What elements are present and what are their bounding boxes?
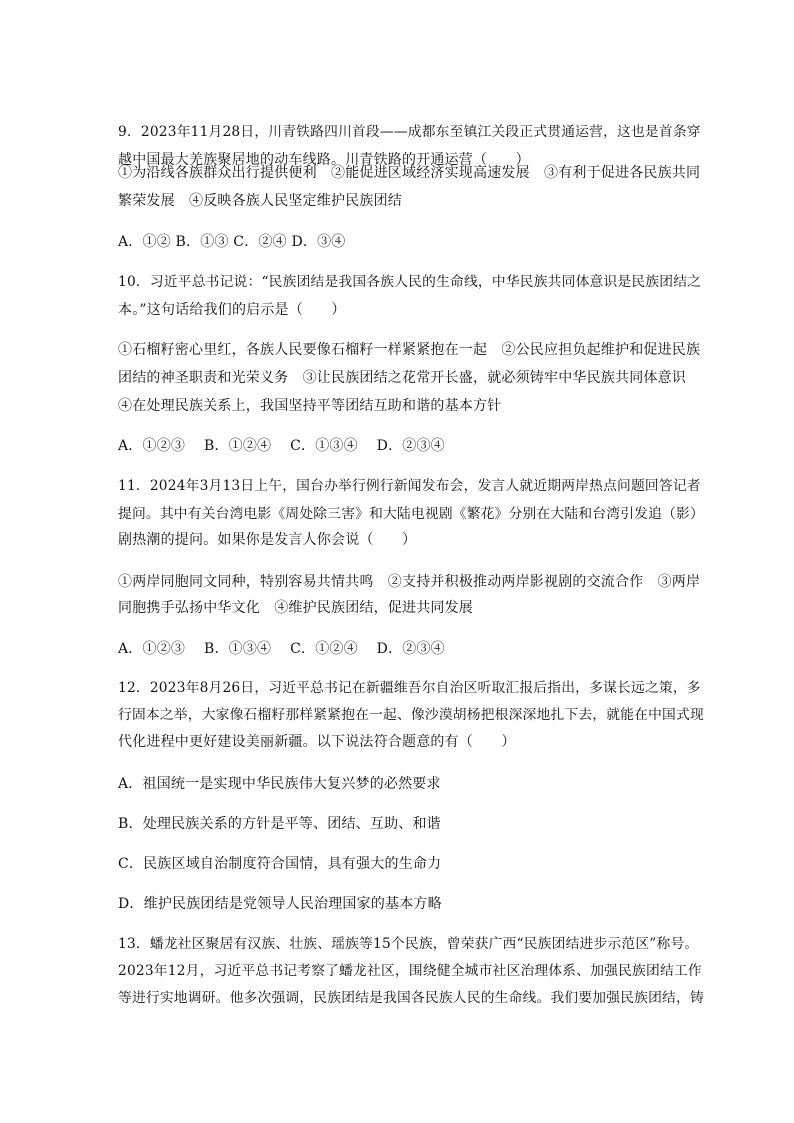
q11-statements-line-1: ①两岸同胞同文同种，特别容易共情共鸣 ②支持并积极推动两岸影视剧的交流合作 ③两岸 [118,574,701,590]
q10-statements-line-3: ④在处理民族关系上，我国坚持平等团结互助和谐的基本方针 [118,398,502,414]
q12-stem-line-1: 12．2023年8月26日，习近平总书记在新疆维吾尔自治区听取汇报后指出，多谋长远之策，多 [118,680,701,696]
q13-stem-line-3: 等进行实地调研。他多次强调，民族团结是我国各民族人民的生命线。我们要加强民族团结，铸 [118,990,704,1006]
q12-choice-d: D．维护民族团结是党领导人民治理国家的基本方略 [118,896,442,912]
q10-statements-line-2: 团结的神圣职责和光荣义务 ③让民族团结之花常开长盛，就必须铸牢中华民族共同体意识 [118,370,686,386]
q11-stem-line-2: 提问。其中有关台湾电影《周处除三害》和大陆电视剧《繁花》分别在大陆和台湾引发追（影） [118,506,704,522]
q11-stem-line-1: 11．2024年3月13日上午，国台办举行例行新闻发布会，发言人就近期两岸热点问题回答记者 [118,478,701,494]
q10-stem-line-1: 10．习近平总书记说：“民族团结是我国各族人民的生命线，中华民族共同体意识是民族团结之 [118,274,702,290]
q12-stem-line-3: 代化进程中更好建设美丽新疆。以下说法符合题意的有（ ） [118,734,516,750]
q12-choice-a: A．祖国统一是实现中华民族伟大复兴梦的必然要求 [118,776,441,792]
q9-statements-line-2: 繁荣发展 ④反映各族人民坚定维护民族团结 [118,193,402,209]
q11-options: A．①②③ B．①③④ C．①②④ D．②③④ [118,641,445,657]
q13-stem-line-2: 2023年12月，习近平总书记考察了蟠龙社区，围绕健全城市社区治理体系、加强民族团结工作 [118,963,702,979]
q9-stem-line-1: 9．2023年11月28日，川青铁路四川首段——成都东至镇江关段正式贯通运营，这也是首条穿 [118,124,701,140]
q12-stem-line-2: 行固本之举，大家像石榴籽那样紧紧抱在一起、像沙漠胡杨把根深深地扎下去，就能在中国式现 [118,707,704,723]
q10-stem-line-2: 本。”这句话给我们的启示是（ ） [118,302,346,318]
q11-statements-line-2: 同胞携手弘扬中华文化 ④维护民族团结，促进共同发展 [118,600,473,616]
q13-stem-line-1: 13．蟠龙社区聚居有汉族、壮族、瑶族等15个民族，曾荣获广西“民族团结进步示范区”称号。 [118,936,699,952]
q9-options: A．①② B．①③ C．②④ D．③④ [118,234,346,250]
q12-choice-b: B．处理民族关系的方针是平等、团结、互助、和谐 [118,816,441,832]
q11-stem-line-3: 剧热潮的提问。如果你是发言人你会说（ ） [118,532,417,548]
q10-statements-line-1: ①石榴籽密心里红，各族人民要像石榴籽一样紧紧抱在一起 ②公民应担负起维护和促进民族 [118,342,701,358]
q9-statements-line-1: ①为沿线各族群众出行提供便利 ②能促进区域经济实现高速发展 ③有利于促进各民族共同 [118,165,701,181]
q12-choice-c: C．民族区域自治制度符合国情，具有强大的生命力 [118,856,442,872]
q9-stem-line-2: 越中国最大羌族聚居地的动车线路。川青铁路的开通运营（ ） [118,152,530,168]
q10-options: A．①②③ B．①②④ C．①③④ D．②③④ [118,438,445,454]
